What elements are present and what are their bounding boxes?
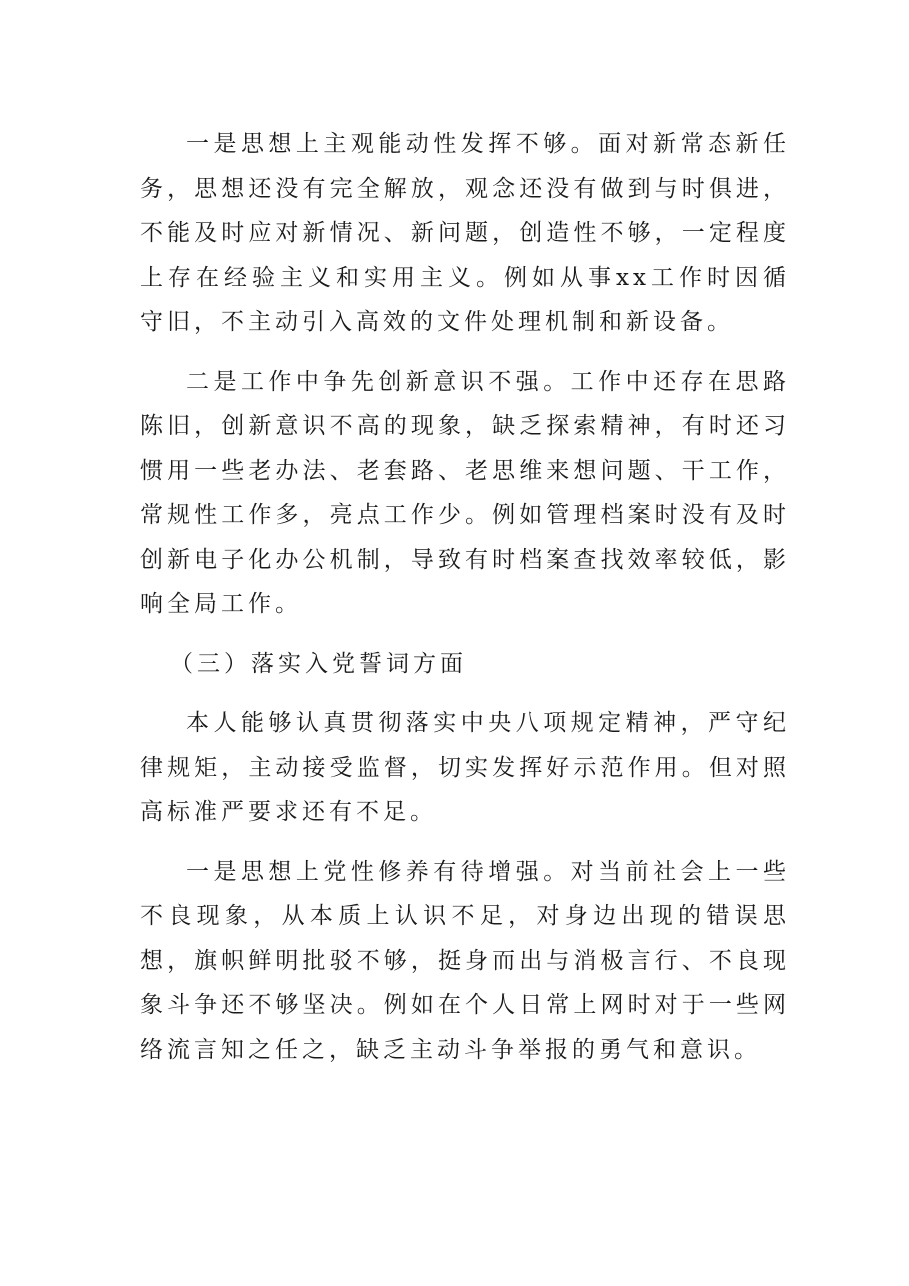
paragraph-eight-rules: 本人能够认真贯彻落实中央八项规定精神，严守纪律规矩，主动接受监督，切实发挥好示范作用。但对照高标准严要求还有不足。 <box>140 710 790 825</box>
paragraph-party-spirit: 一是思想上党性修养有待增强。对当前社会上一些不良现象，从本质上认识不足，对身边出现的错误思想，旗帜鲜明批驳不够，挺身而出与消极言行、不良现象斗争还不够坚决。例如在个人日常上网时对于一些网络流言知之任之，缺乏主动斗争举报的勇气和意识。 <box>140 858 790 1063</box>
paragraph-innovation-awareness: 二是工作中争先创新意识不强。工作中还存在思路陈旧，创新意识不高的现象，缺乏探索精神，有时还习惯用一些老办法、老套路、老思维来想问题、干工作，常规性工作多，亮点工作少。例如管理档案时没有及时创新电子化办公机制，导致有时档案查找效率较低，影响全局工作。 <box>140 368 790 617</box>
document-body <box>140 122 790 1087</box>
section-heading-party-oath: （三）落实入党誓词方面 <box>170 650 467 677</box>
paragraph-thinking-initiative: 一是思想上主观能动性发挥不够。面对新常态新任务，思想还没有完全解放，观念还没有做到与时俱进，不能及时应对新情况、新问题，创造性不够，一定程度上存在经验主义和实用主义。例如从事xx工作时因循守旧，不主动引入高效的文件处理机制和新设备。 <box>140 131 790 335</box>
